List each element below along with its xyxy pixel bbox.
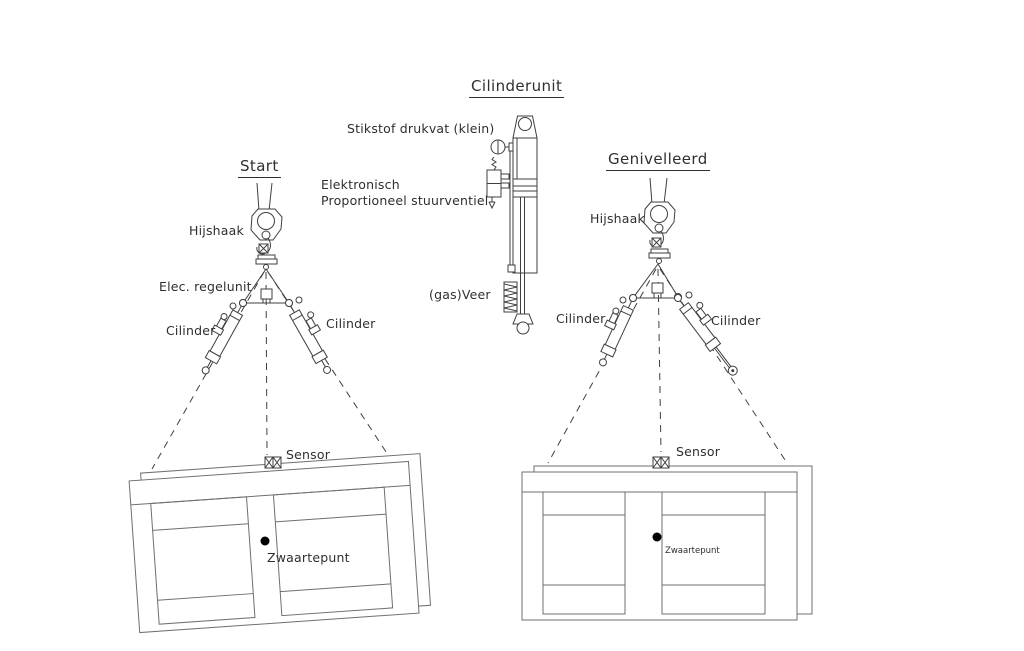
cylinder-unit-drawing xyxy=(487,116,537,334)
proportional-valve-symbol xyxy=(487,157,509,208)
valve-label xyxy=(321,177,488,208)
pressure-vessel-label: Stikstof drukvat (klein) xyxy=(347,121,495,136)
control-unit-symbol-leveled xyxy=(652,283,663,298)
diagram-title: Cilinderunit xyxy=(469,77,564,98)
leveled-cylinder-right xyxy=(671,286,749,379)
sensor-label-leveled: Sensor xyxy=(676,444,721,459)
gas-spring-symbol xyxy=(504,282,517,312)
cylinder-label-leveled-left: Cilinder xyxy=(556,311,606,326)
control-unit-label: Elec. regelunit xyxy=(159,279,252,294)
hook-symbol-leveled xyxy=(644,202,675,264)
start-cylinder-right xyxy=(282,292,343,376)
sensor-symbol-start xyxy=(265,457,281,468)
hook-label-leveled: Hijshaak xyxy=(590,211,645,226)
load-panel-start xyxy=(129,454,431,633)
valve-label-line2: Proportioneel stuurventiel xyxy=(321,192,489,208)
valve-label-line1: Elektronisch xyxy=(321,177,400,192)
cog-label-leveled: Zwaartepunt xyxy=(665,546,720,556)
cylinder-label-start-left: Cilinder xyxy=(166,323,216,338)
hook-label-start: Hijshaak xyxy=(189,223,244,238)
center-of-gravity-dot-start xyxy=(261,537,270,546)
sensor-label-start: Sensor xyxy=(286,447,331,462)
load-panel-leveled xyxy=(522,466,812,620)
hook-symbol-start xyxy=(251,209,282,270)
center-of-gravity-dot-leveled xyxy=(653,533,662,542)
cylinder-label-leveled-right: Cilinder xyxy=(711,313,761,328)
start-sling-ropes xyxy=(152,272,394,469)
sensor-symbol-leveled xyxy=(653,457,669,468)
leveled-cylinder-left xyxy=(589,289,641,368)
gas-spring-label: (gas)Veer xyxy=(429,287,491,302)
cylinder-label-start-right: Cilinder xyxy=(326,316,376,331)
start-title: Start xyxy=(238,157,281,178)
cog-label-start: Zwaartepunt xyxy=(267,550,350,565)
leveled-title: Genivelleerd xyxy=(606,150,710,171)
leveled-rig-drawing xyxy=(589,178,748,378)
